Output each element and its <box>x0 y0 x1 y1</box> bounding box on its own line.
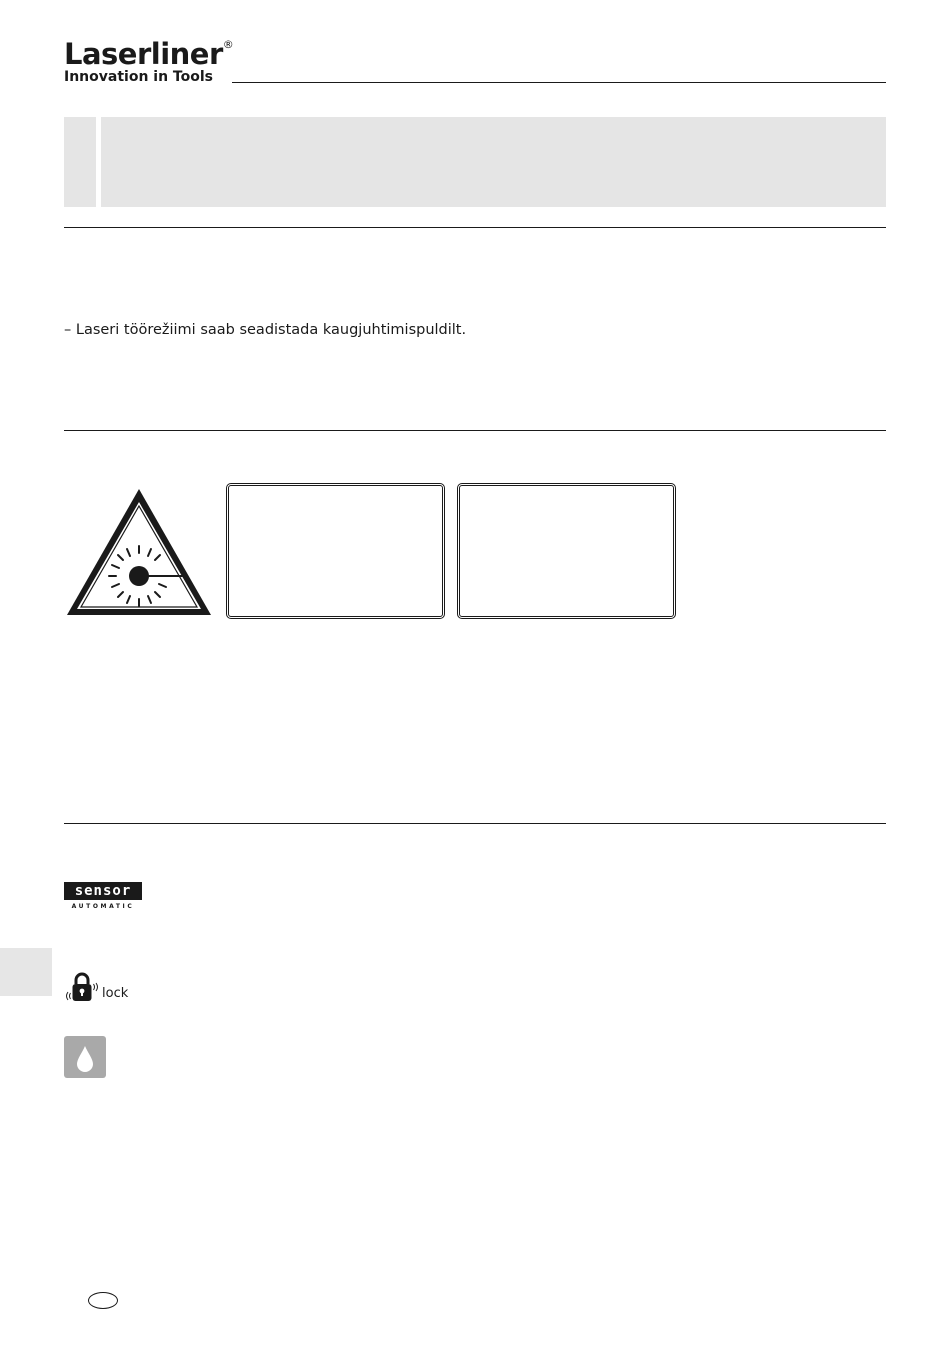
title-band-marker <box>64 117 96 207</box>
brand-logo <box>64 37 234 71</box>
bullet-text: – Laseri töörežiimi saab seadistada kaugjuhtimispuldilt. <box>64 322 467 338</box>
lock-label: lock <box>102 986 129 1001</box>
sensor-logo-word: sensor <box>64 882 142 900</box>
lock-indicator <box>64 972 134 1004</box>
water-drop-icon <box>64 1036 106 1078</box>
sensor-automatic-logo <box>64 882 142 911</box>
sensor-logo-sub: AUTOMATIC <box>71 903 135 910</box>
brand-name: Laserliner <box>64 37 223 71</box>
brand-tagline: Innovation in Tools <box>64 69 213 85</box>
language-code-oval <box>88 1292 118 1309</box>
section-rule-2 <box>64 430 886 431</box>
registered-mark: ® <box>222 38 234 51</box>
water-drop-box <box>64 1036 106 1078</box>
title-band <box>101 117 886 207</box>
section-rule-1 <box>64 227 886 228</box>
laser-label-box-2 <box>457 483 676 619</box>
side-language-tab <box>0 948 52 996</box>
header-rule <box>232 82 886 83</box>
laser-label-box-1 <box>226 483 445 619</box>
laser-warning-triangle-icon <box>64 486 214 618</box>
section-rule-3 <box>64 823 886 824</box>
padlock-icon <box>64 972 100 1002</box>
